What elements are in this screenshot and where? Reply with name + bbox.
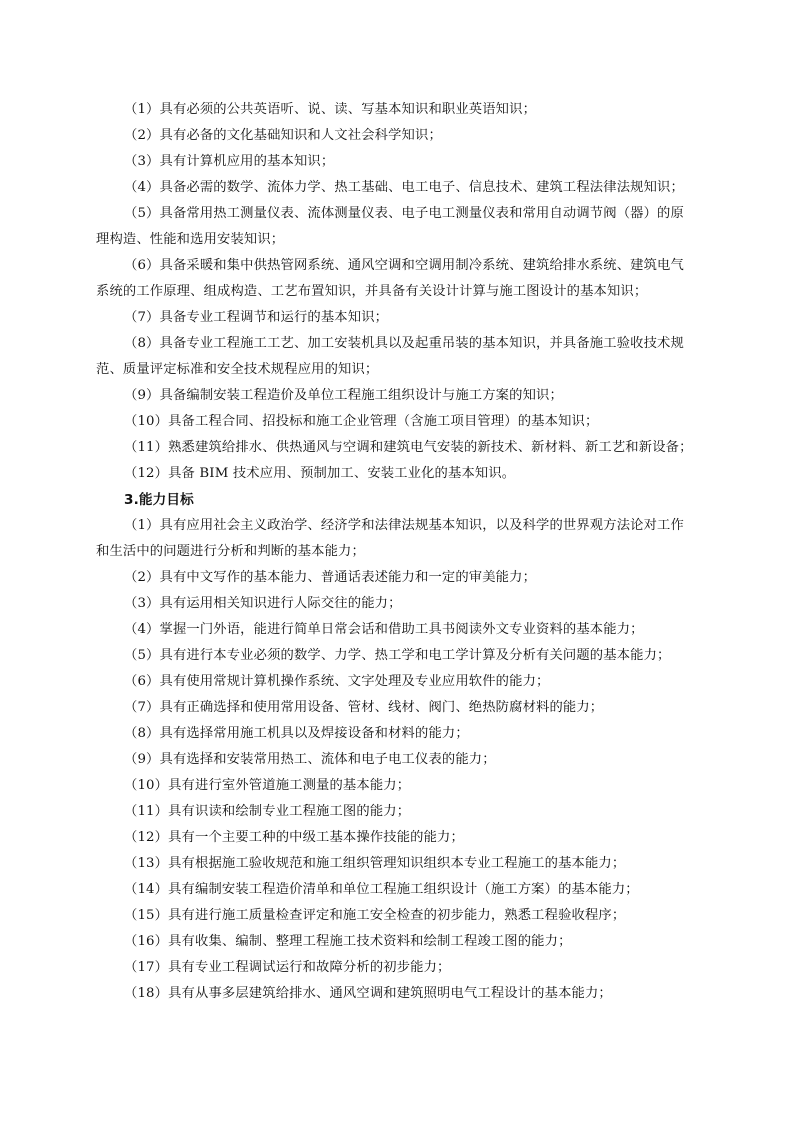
- ability-item-2: （2）具有中文写作的基本能力、普通话表述能力和一定的审美能力；: [124, 570, 537, 585]
- knowledge-item-6-line-2: 系统的工作原理、组成构造、工艺布置知识，并具备有关设计计算与施工图设计的基本知识；: [96, 284, 648, 299]
- knowledge-item-5-line-2: 理构造、性能和选用安装知识；: [96, 232, 285, 247]
- ability-item-12: （12）具有一个主要工种的中级工基本操作技能的能力；: [124, 830, 464, 845]
- ability-item-13: （13）具有根据施工验收规范和施工组织管理知识组织本专业工程施工的基本能力；: [124, 856, 626, 871]
- ability-item-16: （16）具有收集、编制、整理工程施工技术资料和绘制工程竣工图的能力；: [124, 934, 572, 949]
- knowledge-item-7: （7）具备专业工程调节和运行的基本知识；: [124, 310, 389, 325]
- knowledge-item-5-line-1: （5）具备常用热工测量仪表、流体测量仪表、电子电工测量仪表和常用自动调节阀（器）的原: [124, 206, 684, 221]
- ability-item-4: （4）掌握一门外语，能进行简单日常会话和借助工具书阅读外文专业资料的基本能力；: [124, 622, 644, 637]
- knowledge-item-1: （1）具有必须的公共英语听、说、读、写基本知识和职业英语知识；: [124, 102, 537, 117]
- ability-item-1-line-2: 和生活中的问题进行分析和判断的基本能力；: [96, 544, 365, 559]
- knowledge-item-12: （12）具备 BIM 技术应用、预制加工、安装工业化的基本知识。: [124, 466, 516, 481]
- ability-item-17: （17）具有专业工程调试运行和故障分析的初步能力；: [124, 960, 451, 975]
- knowledge-item-4: （4）具备必需的数学、流体力学、热工基础、电工电子、信息技术、建筑工程法律法规知识；: [124, 180, 684, 195]
- knowledge-item-8-line-1: （8）具备专业工程施工工艺、加工安装机具以及起重吊装的基本知识，并具备施工验收技术规: [124, 336, 684, 351]
- ability-item-9: （9）具有选择和安装常用热工、流体和电子电工仪表的能力；: [124, 752, 496, 767]
- ability-item-5: （5）具有进行本专业必须的数学、力学、热工学和电工学计算及分析有关问题的基本能力；: [124, 648, 671, 663]
- ability-item-14: （14）具有编制安装工程造价清单和单位工程施工组织设计（施工方案）的基本能力；: [124, 882, 639, 897]
- knowledge-item-2: （2）具有必备的文化基础知识和人文社会科学知识；: [124, 128, 442, 143]
- knowledge-item-6-line-1: （6）具备采暖和集中供热管网系统、通风空调和空调用制冷系统、建筑给排水系统、建筑电气: [124, 258, 684, 273]
- ability-section-heading: 3.能力目标: [124, 492, 194, 508]
- ability-item-18: （18）具有从事多层建筑给排水、通风空调和建筑照明电气工程设计的基本能力；: [124, 986, 612, 1001]
- ability-item-11: （11）具有识读和绘制专业工程施工图的能力；: [124, 804, 411, 819]
- ability-item-3: （3）具有运用相关知识进行人际交往的能力；: [124, 596, 402, 611]
- ability-item-6: （6）具有使用常规计算机操作系统、文字处理及专业应用软件的能力；: [124, 674, 550, 689]
- ability-item-15: （15）具有进行施工质量检查评定和施工安全检查的初步能力，熟悉工程验收程序；: [124, 908, 626, 923]
- ability-item-8: （8）具有选择常用施工机具以及焊接设备和材料的能力；: [124, 726, 469, 741]
- ability-item-7: （7）具有正确选择和使用常用设备、管材、线材、阀门、绝热防腐材料的能力；: [124, 700, 604, 715]
- knowledge-item-8-line-2: 范、质量评定标准和安全技术规程应用的知识；: [96, 362, 379, 377]
- ability-item-10: （10）具有进行室外管道施工测量的基本能力；: [124, 778, 411, 793]
- knowledge-item-10: （10）具备工程合同、招投标和施工企业管理（含施工项目管理）的基本知识；: [124, 414, 599, 429]
- knowledge-item-3: （3）具有计算机应用的基本知识；: [124, 154, 335, 169]
- knowledge-item-11: （11）熟悉建筑给排水、供热通风与空调和建筑电气安装的新技术、新材料、新工艺和新设备；: [124, 440, 693, 455]
- knowledge-item-9: （9）具备编制安装工程造价及单位工程施工组织设计与施工方案的知识；: [124, 388, 563, 403]
- ability-item-1-line-1: （1）具有应用社会主义政治学、经济学和法律法规基本知识，以及科学的世界观方法论对工作: [124, 518, 684, 533]
